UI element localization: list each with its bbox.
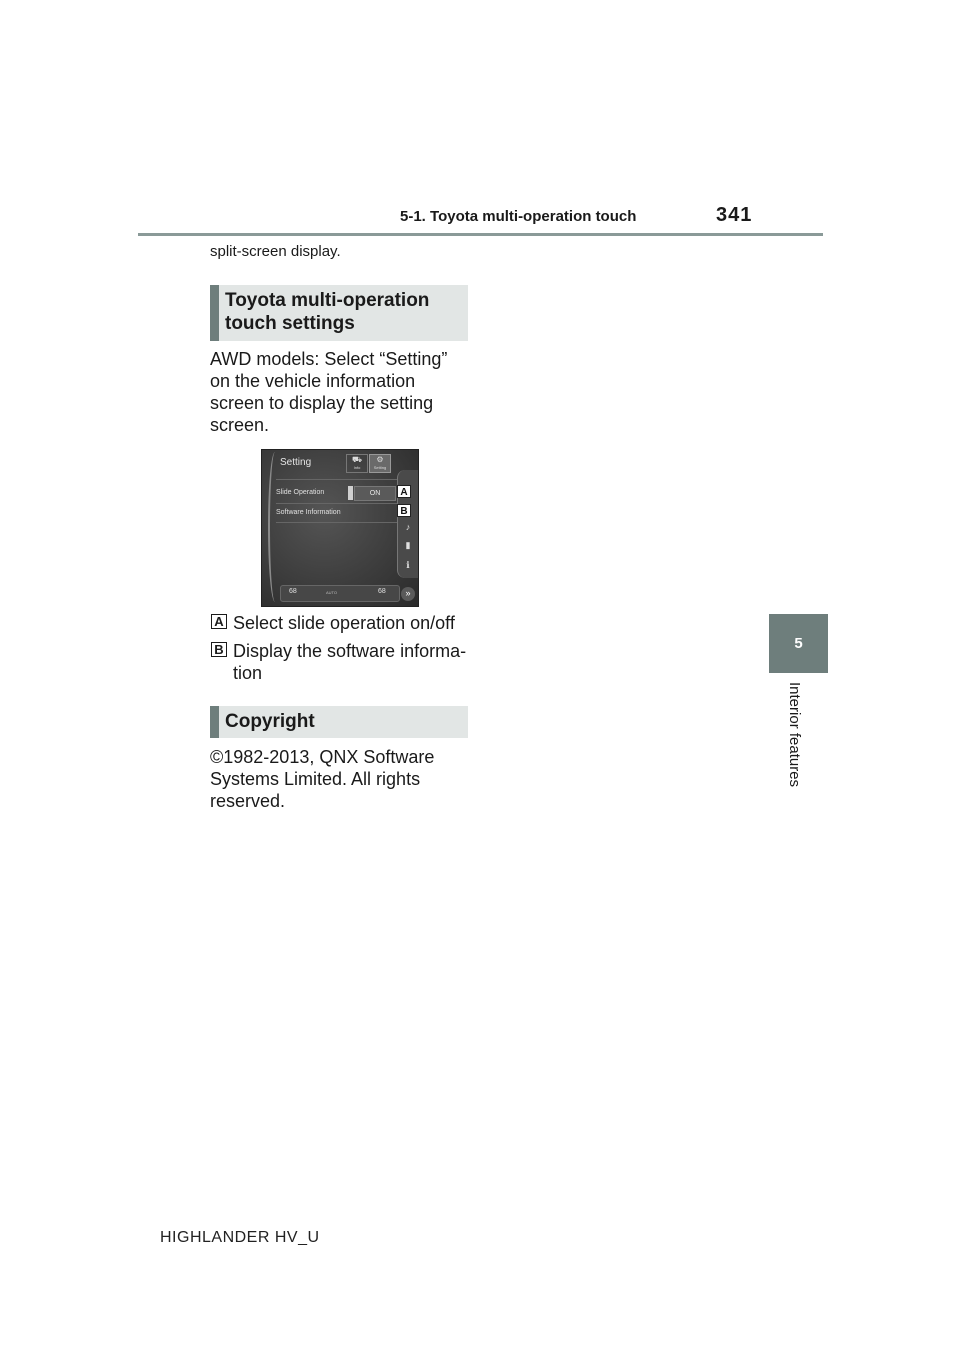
screen-tab-info-label: Info — [353, 465, 361, 470]
header-rule — [138, 233, 823, 236]
heading-line-2: touch settings — [225, 313, 355, 334]
screen-divider — [276, 503, 398, 504]
callout-line: tion — [233, 663, 263, 683]
callout-line: Display the software informa- — [233, 641, 467, 661]
para-line: reserved. — [210, 791, 286, 811]
para-line: ©1982-2013, QNX Software — [210, 747, 435, 767]
setting-screen-illustration — [261, 449, 419, 607]
screen-arc — [268, 452, 282, 602]
equalizer-icon: ▮ — [405, 540, 411, 550]
page-number: 341 — [716, 204, 753, 226]
screen-tab-setting-label: Setting — [373, 465, 387, 470]
screen-divider — [276, 522, 398, 523]
para-line: Systems Limited. All rights — [210, 769, 421, 789]
slide-operation-value: ON — [354, 486, 396, 501]
callout-marker-b: B — [211, 642, 227, 657]
software-information-label: Software Information — [276, 509, 341, 516]
settings-paragraph — [210, 348, 470, 436]
para-line: screen. — [210, 415, 270, 435]
callout-text-a — [233, 612, 469, 634]
running-header-title: 5-1. Toyota multi-operation touch — [400, 208, 637, 225]
heading-line-1: Toyota multi-operation — [225, 290, 430, 311]
screen-background — [262, 450, 418, 606]
info-icon: ℹ — [406, 560, 410, 570]
screen-tab-setting — [369, 454, 391, 473]
screen-tab-info — [346, 454, 368, 473]
section-heading-copyright: Copyright — [210, 706, 468, 738]
section-heading-settings — [210, 285, 468, 341]
para-line: on the vehicle information — [210, 371, 416, 391]
chapter-tab — [769, 614, 828, 673]
music-note-icon: ♪ — [405, 522, 411, 532]
double-chevron-icon: » — [401, 587, 415, 601]
callout-line: Select slide operation on/off — [233, 613, 455, 633]
callout-text-b — [233, 640, 469, 684]
gear-icon: ⚙ — [376, 455, 384, 464]
marker-a: A — [397, 485, 411, 498]
slide-operation-label: Slide Operation — [276, 489, 325, 496]
chapter-number: 5 — [794, 635, 803, 652]
screen-divider — [276, 479, 398, 480]
toggle-knob — [348, 486, 353, 500]
climate-auto-label: AUTO — [326, 590, 338, 595]
footer-model: HIGHLANDER HV_U — [160, 1229, 320, 1246]
para-line: AWD models: Select “Setting” — [210, 349, 448, 369]
temp-right: 68 — [378, 588, 386, 595]
intro-text: split-screen display. — [210, 243, 341, 260]
temp-left: 68 — [289, 588, 297, 595]
vehicle-info-icon: ⛟ — [351, 455, 363, 464]
para-line: screen to display the setting — [210, 393, 434, 413]
callout-marker-a: A — [211, 614, 227, 629]
marker-b: B — [397, 504, 411, 517]
chapter-label: Interior features — [786, 682, 803, 788]
copyright-paragraph — [210, 746, 470, 812]
screen-title: Setting — [280, 457, 312, 468]
